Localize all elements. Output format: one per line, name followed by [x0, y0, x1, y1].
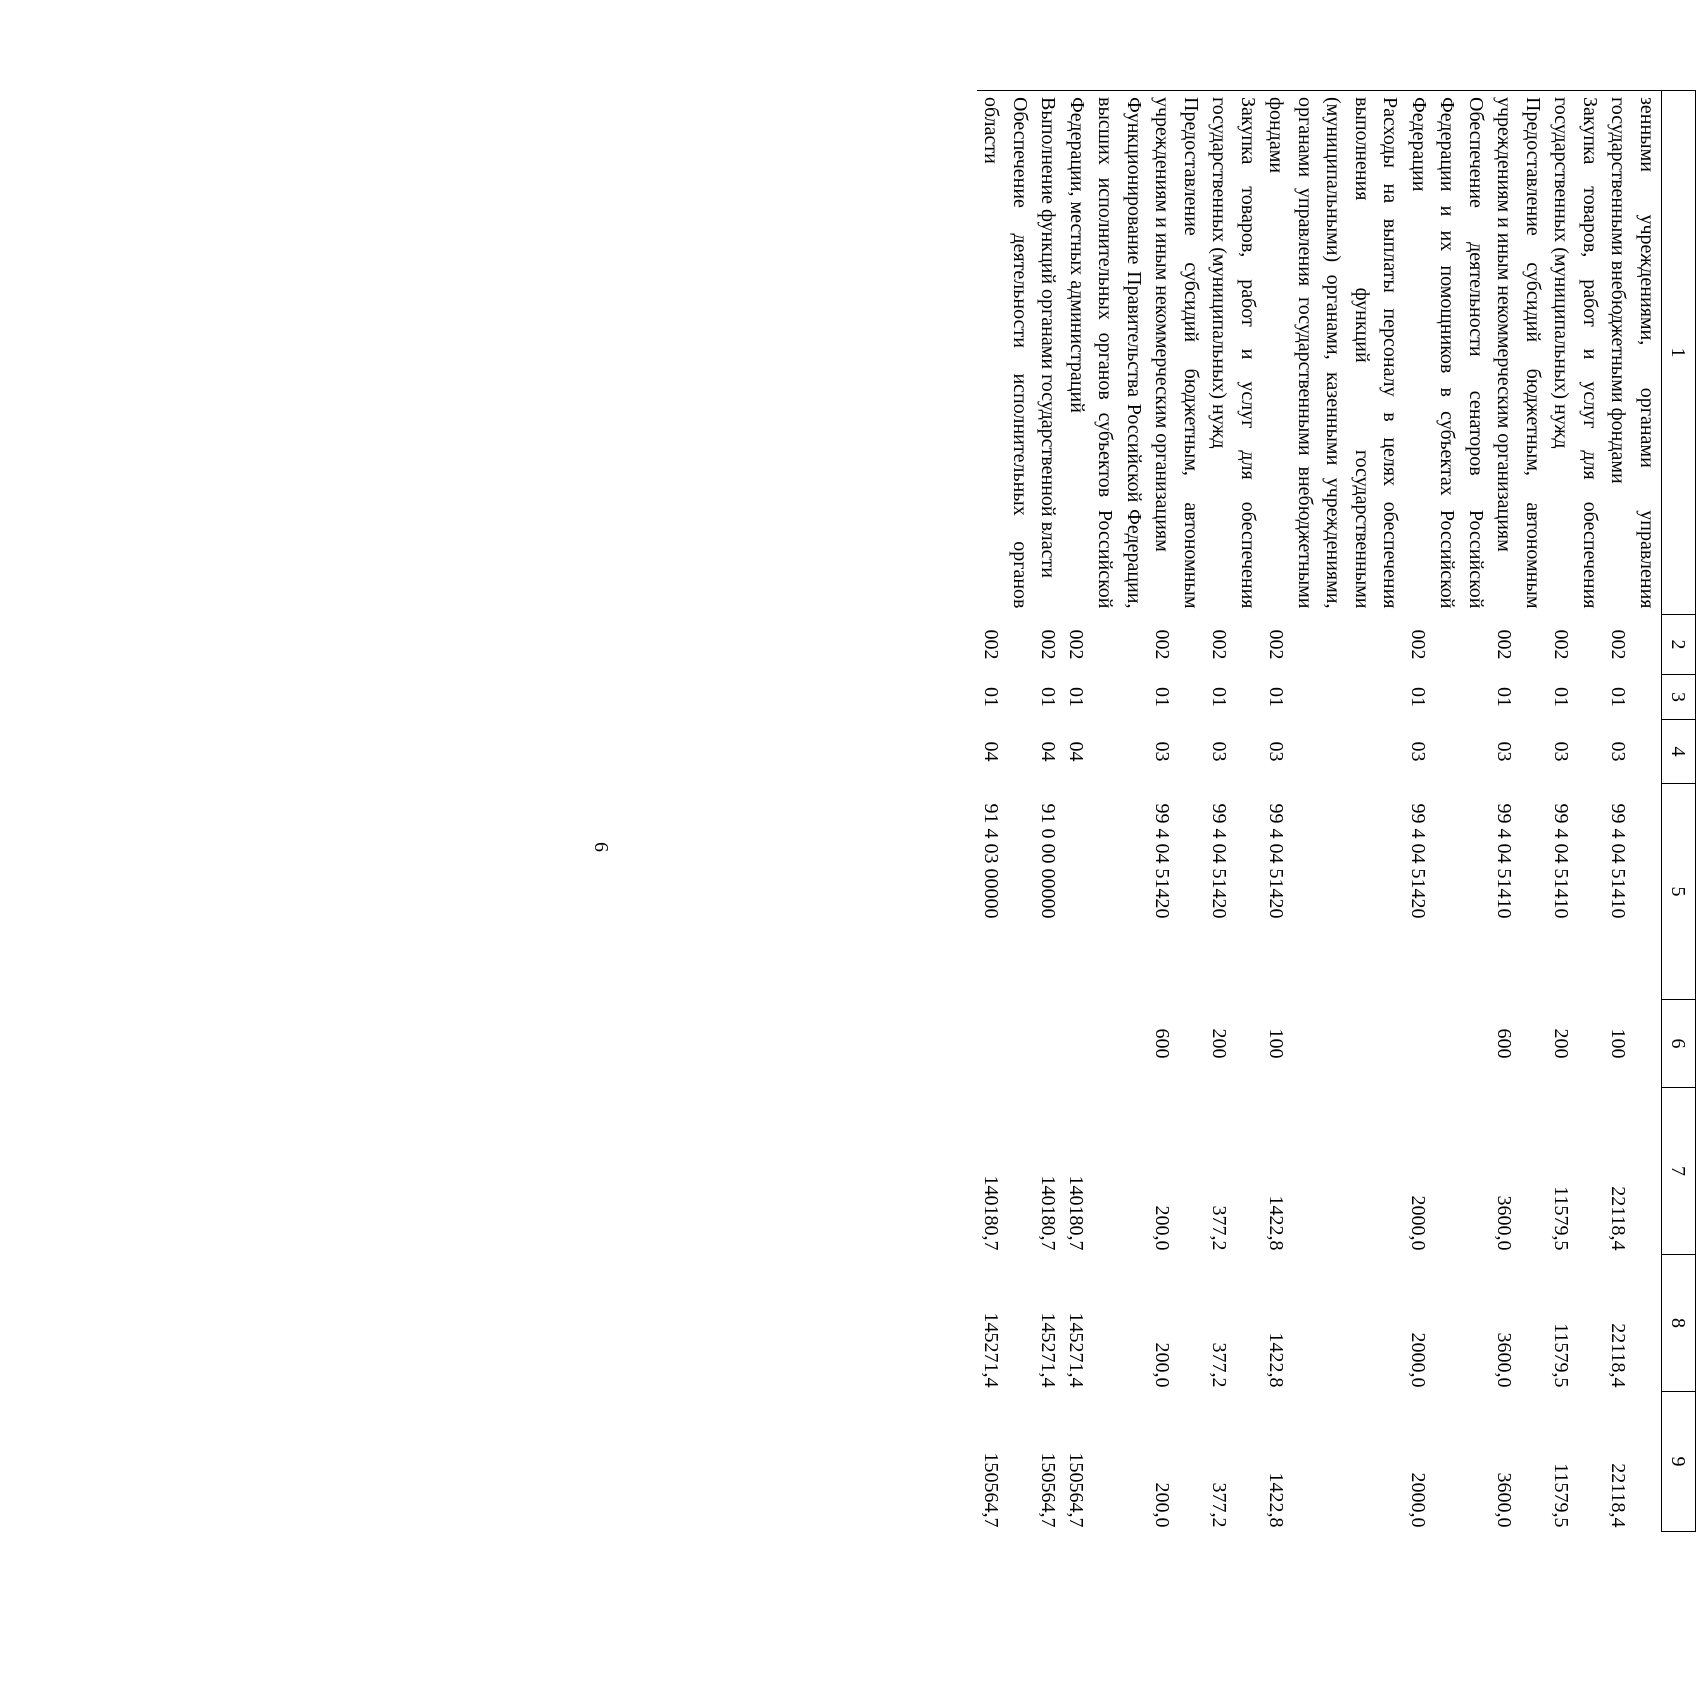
target-article-cell: 99 4 04 51410 [1550, 803, 1572, 919]
column-header: 9 [1662, 1392, 1696, 1532]
expense-type-cell [1063, 1000, 1149, 1088]
subsection-cell: 04 [980, 741, 1002, 762]
column-header: 1 [1662, 91, 1696, 615]
target-article-cell: 99 4 04 51410 [1607, 803, 1629, 919]
amount-cell: 22118,4 [1607, 1323, 1629, 1388]
section-cell: 01 [1151, 687, 1173, 707]
amount-cell: 377,2 [1208, 1342, 1230, 1388]
table-row [1205, 91, 1262, 1532]
amount-cell: 200,0 [1151, 1342, 1173, 1388]
subsection-cell: 03 [1550, 741, 1572, 762]
row-description: Расходы на выплаты персоналу в целях обеспечения выполнения функций государственными (муниципальными) органами, казенными учреждениями, органами управления государственными внебюджетными фондами [1262, 91, 1405, 615]
target-article-cell: 99 4 04 51420 [1151, 803, 1173, 919]
row-description: Предоставление субсидий бюджетным, автономным учреждениям и иным некоммерческим организациям [1490, 91, 1547, 615]
amount-cell: 3600,0 [1493, 1472, 1515, 1528]
amount-cell: 22118,4 [1607, 1463, 1629, 1528]
amount-cell: 377,2 [1208, 1482, 1230, 1528]
grbs-cell: 002 [1151, 629, 1173, 660]
target-article-cell [1063, 784, 1149, 1000]
column-header: 3 [1662, 675, 1696, 720]
row-description: Закупка товаров, работ и услуг для обеспечения государственных (муниципальных) нужд [1205, 91, 1262, 615]
table-header-row [1662, 91, 1696, 1532]
column-header: 2 [1662, 615, 1696, 675]
amount-cell: 140180,7 [1065, 1175, 1088, 1251]
amount-cell: 2000,0 [1407, 1332, 1430, 1388]
subsection-cell: 04 [1037, 741, 1059, 762]
row-description: Предоставление субсидий бюджетным, автономным учреждениям и иным некоммерческим организациям [1148, 91, 1205, 615]
grbs-cell: 002 [1550, 629, 1572, 660]
amount-cell: 2000,0 [1407, 1472, 1430, 1528]
grbs-cell: 002 [1065, 629, 1088, 660]
expense-type-cell [977, 1000, 1034, 1088]
grbs-cell: 002 [1493, 629, 1515, 660]
table-row [1405, 91, 1491, 1532]
column-header: 5 [1662, 784, 1696, 1000]
target-article-cell: 99 4 04 51420 [1265, 803, 1287, 919]
section-cell: 01 [1037, 687, 1059, 707]
table-row [1490, 91, 1547, 1532]
amount-cell: 150564,7 [980, 1452, 1002, 1528]
row-description: Обеспечение деятельности исполнительных органов области [977, 91, 1034, 615]
target-article-cell: 99 4 04 51420 [1208, 803, 1230, 919]
target-article-cell: 91 0 00 00000 [1037, 803, 1059, 919]
amount-cell: 1422,8 [1265, 1472, 1287, 1528]
amount-cell: 145271,4 [1065, 1312, 1088, 1388]
amount-cell: 11579,5 [1550, 1323, 1572, 1388]
subsection-cell: 03 [1407, 741, 1430, 762]
amount-cell: 150564,7 [1037, 1452, 1059, 1528]
amount-cell: 1422,8 [1265, 1195, 1287, 1251]
amount-cell: 22118,4 [1607, 1186, 1629, 1251]
subsection-cell: 03 [1151, 741, 1173, 762]
section-cell: 01 [980, 687, 1002, 707]
target-article-cell: 99 4 04 51410 [1493, 803, 1515, 919]
amount-cell: 200,0 [1151, 1482, 1173, 1528]
table-row [1262, 91, 1405, 1532]
budget-table [977, 90, 1696, 1532]
expense-type-cell [1405, 1000, 1491, 1088]
grbs-cell: 002 [980, 629, 1002, 660]
section-cell: 01 [1550, 687, 1572, 707]
amount-cell: 3600,0 [1493, 1332, 1515, 1388]
amount-cell: 1422,8 [1265, 1332, 1287, 1388]
amount-cell: 11579,5 [1550, 1463, 1572, 1528]
expense-type-cell: 200 [1208, 1028, 1230, 1059]
grbs-cell: 002 [1607, 629, 1629, 660]
document-page [496, 0, 1696, 1696]
amount-cell: 11579,5 [1550, 1186, 1572, 1251]
subsection-cell: 03 [1607, 741, 1629, 762]
expense-type-cell: 600 [1493, 1028, 1515, 1059]
grbs-cell: 002 [1265, 629, 1287, 660]
column-header: 6 [1662, 1000, 1696, 1088]
section-cell: 01 [1208, 687, 1230, 707]
expense-type-cell: 100 [1607, 1028, 1629, 1059]
amount-cell: 145271,4 [980, 1312, 1002, 1388]
subsection-cell: 03 [1208, 741, 1230, 762]
amount-cell: 150564,7 [1065, 1452, 1088, 1528]
subsection-cell: 03 [1493, 741, 1515, 762]
table-row [1547, 91, 1604, 1532]
table-row [1063, 91, 1149, 1532]
subsection-cell: 03 [1265, 741, 1287, 762]
row-description: зенными учреждениями, органами управления государственными внебюджетными фондами [1604, 91, 1662, 615]
target-article-cell: 91 4 03 00000 [980, 803, 1002, 919]
amount-cell: 2000,0 [1407, 1195, 1430, 1251]
column-header: 4 [1662, 720, 1696, 784]
row-description: Функционирование Правительства Российской Федерации, высших исполнительных органов субъектов Российской Федерации, местных администраций [1063, 91, 1149, 615]
target-article-cell: 99 4 04 51420 [1407, 803, 1430, 919]
amount-cell: 140180,7 [980, 1175, 1002, 1251]
expense-type-cell: 200 [1550, 1028, 1572, 1059]
column-header: 8 [1662, 1255, 1696, 1392]
table-row [977, 91, 1034, 1532]
section-cell: 01 [1607, 687, 1629, 707]
amount-cell: 140180,7 [1037, 1175, 1059, 1251]
table-row [1148, 91, 1205, 1532]
column-header: 7 [1662, 1088, 1696, 1255]
grbs-cell: 002 [1208, 629, 1230, 660]
expense-type-cell [1034, 1000, 1063, 1088]
amount-cell: 377,2 [1208, 1205, 1230, 1251]
table-row [1034, 91, 1063, 1532]
row-description: Обеспечение деятельности сенаторов Российской Федерации и их помощников в субъектах Российской Федерации [1405, 91, 1491, 615]
amount-cell: 145271,4 [1037, 1312, 1059, 1388]
grbs-cell: 002 [1407, 629, 1430, 660]
expense-type-cell: 100 [1265, 1028, 1287, 1059]
page-number: 6 [590, 842, 612, 852]
section-cell: 01 [1407, 687, 1430, 707]
expense-type-cell: 600 [1151, 1028, 1173, 1059]
section-cell: 01 [1493, 687, 1515, 707]
amount-cell: 200,0 [1151, 1205, 1173, 1251]
amount-cell: 3600,0 [1493, 1195, 1515, 1251]
row-description: Закупка товаров, работ и услуг для обеспечения государственных (муниципальных) нужд [1547, 91, 1604, 615]
subsection-cell: 04 [1065, 741, 1088, 762]
section-cell: 01 [1265, 687, 1287, 707]
section-cell: 01 [1065, 687, 1088, 707]
row-description: Выполнение функций органами государственной власти [1034, 91, 1063, 615]
grbs-cell: 002 [1037, 629, 1059, 660]
table-row [1604, 91, 1662, 1532]
